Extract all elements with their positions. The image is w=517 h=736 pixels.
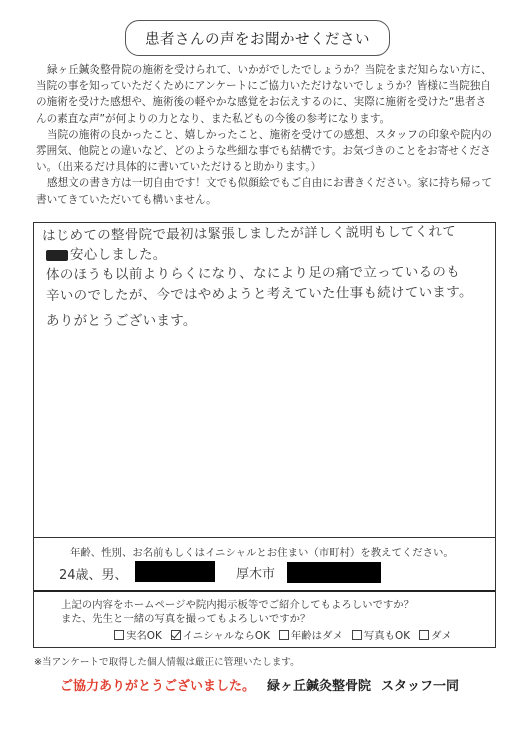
checkbox-icon <box>114 630 124 640</box>
comment-box <box>33 222 496 538</box>
form-title-text: 患者さんの声をお聞かせください <box>145 31 370 48</box>
option-initials[interactable] <box>171 627 270 642</box>
intro-text <box>36 62 494 208</box>
footer-staff: スタッフ一同 <box>381 679 460 694</box>
option-photo-ok-label: 写真もOK <box>363 630 411 642</box>
footer-clinic-name: 緑ヶ丘鍼灸整骨院 <box>267 679 372 694</box>
option-real-name[interactable] <box>114 627 162 642</box>
handwritten-line-3: 体のほうも以前よりらくになり、なにより足の痛で立っているのも <box>45 264 461 283</box>
checkbox-icon <box>279 630 289 640</box>
option-no[interactable] <box>419 627 452 642</box>
handwritten-line-2 <box>46 243 167 263</box>
form-title <box>125 20 390 56</box>
checkbox-icon <box>352 630 362 640</box>
handwritten-line-2-text: 安心しました。 <box>70 247 167 263</box>
intro-paragraph-2: 当院の施術の良かったこと、嬉しかったこと、施術を受けての感想、スタッフの印象や院内の雰囲気、他院との違いなど、どのような些細な事でも結構です。お気づきのことをお寄せください。（出来るだけ具体的に書いていただけると助かります。） <box>36 128 492 174</box>
option-initials-label: イニシャルならOK <box>182 630 270 642</box>
redacted-name <box>135 561 215 582</box>
option-real-name-label: 実名OK <box>126 630 162 642</box>
consent-options <box>114 627 452 642</box>
handwritten-line-1: はじめての整骨院で最初は緊張しましたが詳しく説明もしてくれて <box>41 223 457 244</box>
intro-paragraph-1: 緑ヶ丘鍼灸整骨院の施術を受けられて、いかがでしたでしょうか？当院をまだ知らない方に、当院の事を知っていただくためにアンケートにご協力いただけないでしょうか？皆様に当院独自の施術を受けた感想や、施術後の軽やかな感覚をお伝えするのに、実際に施術を受けた“患者さんの素直な声”が何よりの力となり、また私どもの今後の参考になります。 <box>36 64 492 125</box>
respondent-info-label: 年齢、性別、お名前もしくはイニシャルとお住まい（市町村）を教えてください。 <box>70 547 454 559</box>
consent-question-publish: 上記の内容をホームページや院内掲示板等でご紹介してもよろしいですか？ <box>61 599 415 611</box>
checkbox-icon <box>419 630 429 640</box>
checked-checkbox-icon <box>171 630 181 640</box>
privacy-note: ※当アンケートで取得した個人情報は厳正に管理いたします。 <box>34 657 300 668</box>
consent-box <box>33 590 496 648</box>
option-no-label: ダメ <box>431 630 452 642</box>
scribble-mark <box>46 250 68 261</box>
respondent-age-sex: 24歳、男、 <box>59 568 128 583</box>
respondent-city: 厚木市 <box>236 567 276 582</box>
option-no-age[interactable] <box>279 627 343 642</box>
respondent-info-box <box>33 537 496 592</box>
redacted-address <box>287 562 381 583</box>
option-photo-ok[interactable] <box>352 627 410 642</box>
handwritten-line-5: ありがとうございます。 <box>46 313 197 329</box>
intro-paragraph-3: 感想文の書き方は一切自由です！文でも似顔絵でもご自由にお書きください。家に持ち帰って書いてきていただいても構いません。 <box>36 177 492 206</box>
option-no-age-label: 年齢はダメ <box>290 630 343 642</box>
footer-thanks: ご協力ありがとうございました。 <box>60 679 256 694</box>
handwritten-line-4: 辛いのでしたが、今ではやめようと考えていた仕事も続けています。 <box>45 284 473 304</box>
consent-question-photo: また、先生と一緒の写真を撮ってもよろしいですか？ <box>61 613 311 625</box>
footer <box>60 675 500 694</box>
